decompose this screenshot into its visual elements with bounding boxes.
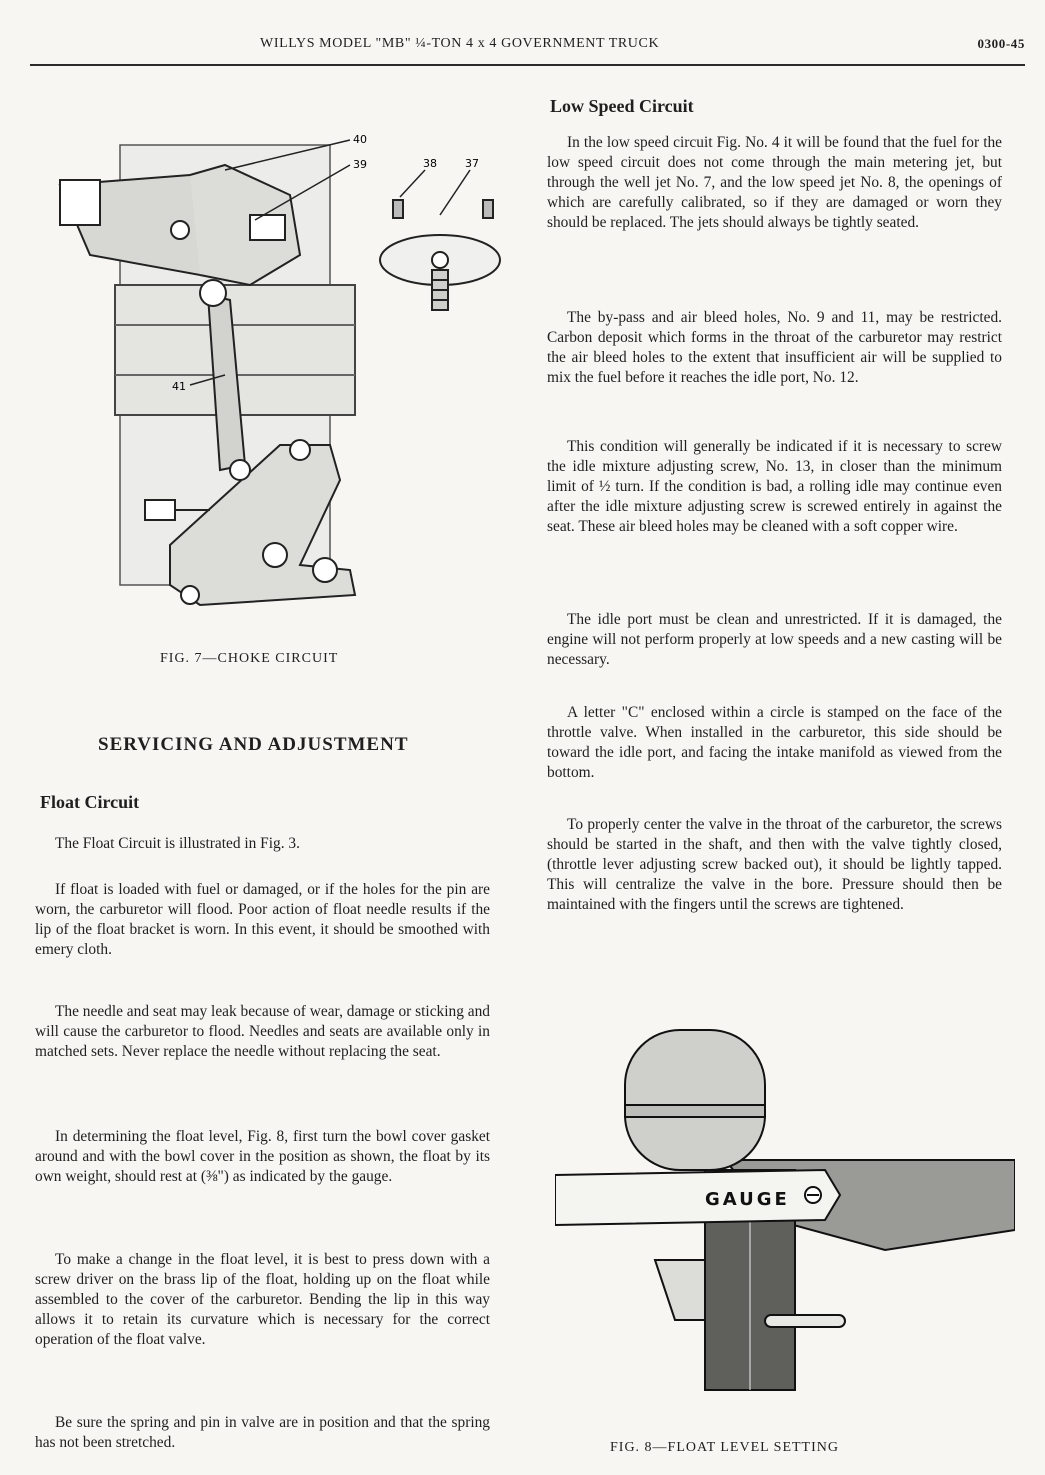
callout-39: 39 [353, 158, 367, 171]
right-paragraph: The by-pass and air bleed holes, No. 9 and 11, may be restricted. Carbon deposit which forms in the throat of the carburetor may restrict the air bleed holes to the extent that insufficient air will be supplied to mix the fuel before it reaches the idle port, No. 12. [547, 309, 1002, 386]
page-number: 0300-45 [977, 36, 1025, 51]
float-level-figure [555, 1020, 1015, 1415]
right-paragraph: To properly center the valve in the throat of the carburetor, the screws should be started in the shaft, and then with the valve tightly closed, (throttle lever adjusting screw backed out), it should be lightly tapped. This will centralize the valve in the bore. Pressure should then be maintained with the fingers until the screws are tightened. [547, 816, 1002, 913]
right-paragraph: In the low speed circuit Fig. No. 4 it will be found that the fuel for the low speed circuit does not come through the main metering jet, but through the well jet No. 7, and the low speed jet No. 8, the openings of which are carefully calibrated, so if they are damaged or worn they should be replaced. The jets should always be tightly seated. [547, 134, 1002, 231]
callout-41: 41 [172, 380, 186, 393]
low-speed-circuit-heading: Low Speed Circuit [550, 96, 694, 116]
choke-circuit-figure [50, 125, 520, 635]
left-paragraph: The Float Circuit is illustrated in Fig. 3. [55, 835, 300, 852]
float-circuit-heading: Float Circuit [40, 792, 140, 812]
left-paragraph: In determining the float level, Fig. 8, first turn the bowl cover gasket around and with the bowl cover in the position as shown, the float by its own weight, should rest at (⅜") as indicated by the gauge. [35, 1128, 490, 1185]
figure-8-caption: FIG. 8—FLOAT LEVEL SETTING [610, 1440, 839, 1455]
right-paragraph: A letter "C" enclosed within a circle is stamped on the face of the throttle valve. When installed in the carburetor, this side should be toward the idle port, and facing the intake manifold as viewed from the bottom. [547, 704, 1002, 781]
header-title: WILLYS MODEL "MB" ¼-TON 4 x 4 GOVERNMENT TRUCK [260, 36, 660, 51]
left-paragraph: The needle and seat may leak because of wear, damage or sticking and will cause the carburetor to flood. Needles and seats are available only in matched sets. Never replace the needle without replacing the seat. [35, 1003, 490, 1060]
gauge-label: GAUGE [705, 1189, 790, 1210]
right-paragraph: The idle port must be clean and unrestricted. If it is damaged, the engine will not perform properly at low speeds and a new casting will be necessary. [547, 611, 1002, 668]
section-title-servicing: SERVICING AND ADJUSTMENT [98, 734, 409, 755]
header-rule [30, 64, 1025, 66]
left-paragraph: If float is loaded with fuel or damaged, or if the holes for the pin are worn, the carburetor will flood. Poor action of float needle results if the lip of the float bracket is worn. In this event, it should be smoothed with emery cloth. [35, 881, 490, 958]
figure-7-caption: FIG. 7—CHOKE CIRCUIT [160, 651, 339, 666]
right-paragraph: This condition will generally be indicated if it is necessary to screw the idle mixture adjusting screw, No. 13, in closer than the minimum limit of ½ turn. If the condition is bad, a rolling idle may continue even after the idle mixture adjusting screw is screwed entirely in against the seat. These air bleed holes may be cleaned with a soft copper wire. [547, 438, 1002, 535]
left-paragraph: To make a change in the float level, it is best to press down with a screw driver on the brass lip of the float, holding up on the float while assembled to the cover of the carburetor. Bending the lip in this way allows it to retain its curvature which is necessary for the correct operation of the float valve. [35, 1251, 490, 1348]
callout-38: 38 [423, 157, 437, 170]
callout-37: 37 [465, 157, 479, 170]
left-paragraph: Be sure the spring and pin in valve are in position and that the spring has not been stretched. [35, 1414, 490, 1451]
page-header [40, 30, 1025, 58]
callout-40: 40 [353, 133, 367, 146]
